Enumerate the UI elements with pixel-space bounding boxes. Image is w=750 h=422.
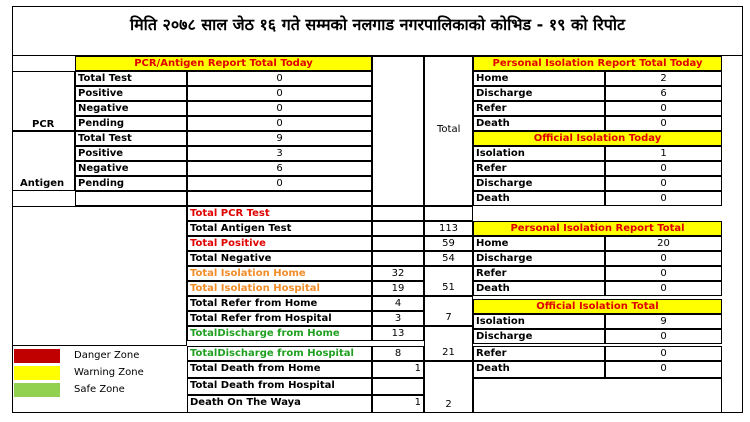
pcr-row-value: 0 [187,101,372,116]
death-home-value: 1 [372,361,424,378]
personal-total-value: 0 [605,251,722,266]
personal-total-label: Discharge [473,251,605,266]
personal-today-label: Refer [473,101,605,116]
antigen-row-value: 3 [187,146,372,161]
empty-cell [424,206,473,221]
personal-today-label: Death [473,116,605,131]
total-positive-label: Total Positive [187,236,372,251]
isolation-hospital-value: 19 [372,281,424,296]
official-today-label: Refer [473,161,605,176]
official-total-label: Discharge [473,329,605,344]
personal-total-value: 0 [605,266,722,281]
official-total-value: 0 [605,346,722,361]
official-today-value: 0 [605,191,722,206]
total-negative-value: 54 [424,251,473,266]
total-positive-value: 59 [424,236,473,251]
empty-cell [75,191,187,206]
personal-total-label: Refer [473,266,605,281]
antigen-row-label: Pending [75,176,187,191]
danger-zone-label: Danger Zone [74,350,140,361]
official-total-value: 9 [605,314,722,329]
official-total-label: Death [473,361,605,378]
total-negative-label: Total Negative [187,251,372,266]
empty-cell [372,251,424,266]
official-total-value: 0 [605,361,722,378]
death-way-label: Death On The Waya [187,395,372,413]
total-label: Total [437,124,461,135]
discharge-hospital-value: 8 [372,346,424,361]
personal-today-value: 6 [605,86,722,101]
total-pcr-test-label: Total PCR Test [187,206,372,221]
discharge-home-label: TotalDischarge from Home [187,326,372,341]
official-total-header: Official Isolation Total [473,299,722,314]
refer-hospital-label: Total Refer from Hospital [187,311,372,326]
isolation-hospital-label: Total Isolation Hospital [187,281,372,296]
refer-hospital-value: 3 [372,311,424,326]
official-today-label: Discharge [473,176,605,191]
empty-cell [372,378,424,395]
antigen-row-label: Total Test [75,131,187,146]
pcr-row-label: Positive [75,86,187,101]
antigen-row-label: Negative [75,161,187,176]
blank-column [372,56,424,206]
warning-zone-swatch [14,366,60,380]
warning-zone-label: Warning Zone [74,367,144,378]
page-title: मिति २०७८ साल जेठ १६ गते सम्मको नलगाड नगरपालिकाको कोभिड - १९ को रिपोट [12,6,743,56]
official-today-label: Death [473,191,605,206]
refer-home-value: 4 [372,296,424,311]
personal-total-label: Death [473,281,605,296]
pcr-today-header: PCR/Antigen Report Total Today [75,56,372,71]
personal-today-value: 0 [605,101,722,116]
death-home-label: Total Death from Home [187,361,372,378]
official-today-label: Isolation [473,146,605,161]
safe-zone-swatch [14,383,60,397]
pcr-row-label: Pending [75,116,187,131]
empty-cell [473,378,722,413]
official-today-value: 1 [605,146,722,161]
death-way-value: 1 [372,395,424,413]
pcr-row-value: 0 [187,71,372,86]
personal-today-label: Discharge [473,86,605,101]
discharge-hospital-label: TotalDischarge from Hospital [187,346,372,361]
official-total-value: 0 [605,329,722,344]
isolation-home-value: 32 [372,266,424,281]
personal-total-value: 0 [605,281,722,296]
pcr-row-label: Total Test [75,71,187,86]
antigen-row-value: 6 [187,161,372,176]
official-today-header: Official Isolation Today [473,131,722,146]
pcr-label: PCR [32,119,55,130]
empty-cell [372,236,424,251]
safe-zone-label: Safe Zone [74,384,125,395]
empty-cell [372,221,424,236]
official-today-value: 0 [605,161,722,176]
refer-home-label: Total Refer from Home [187,296,372,311]
antigen-row-value: 9 [187,131,372,146]
personal-today-value: 0 [605,116,722,131]
danger-zone-swatch [14,349,60,363]
personal-today-header: Personal Isolation Report Total Today [473,56,722,71]
refer-total-value: 7 [424,296,473,326]
isolation-total-value: 51 [424,266,473,296]
antigen-row-value: 0 [187,176,372,191]
pcr-row-value: 0 [187,86,372,101]
official-total-label: Isolation [473,314,605,329]
personal-today-label: Home [473,71,605,86]
pcr-row-value: 0 [187,116,372,131]
antigen-row-label: Positive [75,146,187,161]
discharge-total-value: 21 [424,326,473,361]
personal-total-label: Home [473,236,605,251]
official-today-value: 0 [605,176,722,191]
empty-cell [187,191,372,206]
official-total-label: Refer [473,346,605,361]
total-antigen-test-value: 113 [424,221,473,236]
death-hospital-label: Total Death from Hospital [187,378,372,395]
death-total-value: 2 [424,361,473,413]
empty-cell [372,206,424,221]
personal-total-header: Personal Isolation Report Total [473,221,722,236]
isolation-home-label: Total Isolation Home [187,266,372,281]
total-antigen-test-label: Total Antigen Test [187,221,372,236]
personal-total-value: 20 [605,236,722,251]
personal-today-value: 2 [605,71,722,86]
discharge-home-value: 13 [372,326,424,341]
empty-block [12,206,187,346]
antigen-label: Antigen [20,178,65,189]
pcr-row-label: Negative [75,101,187,116]
